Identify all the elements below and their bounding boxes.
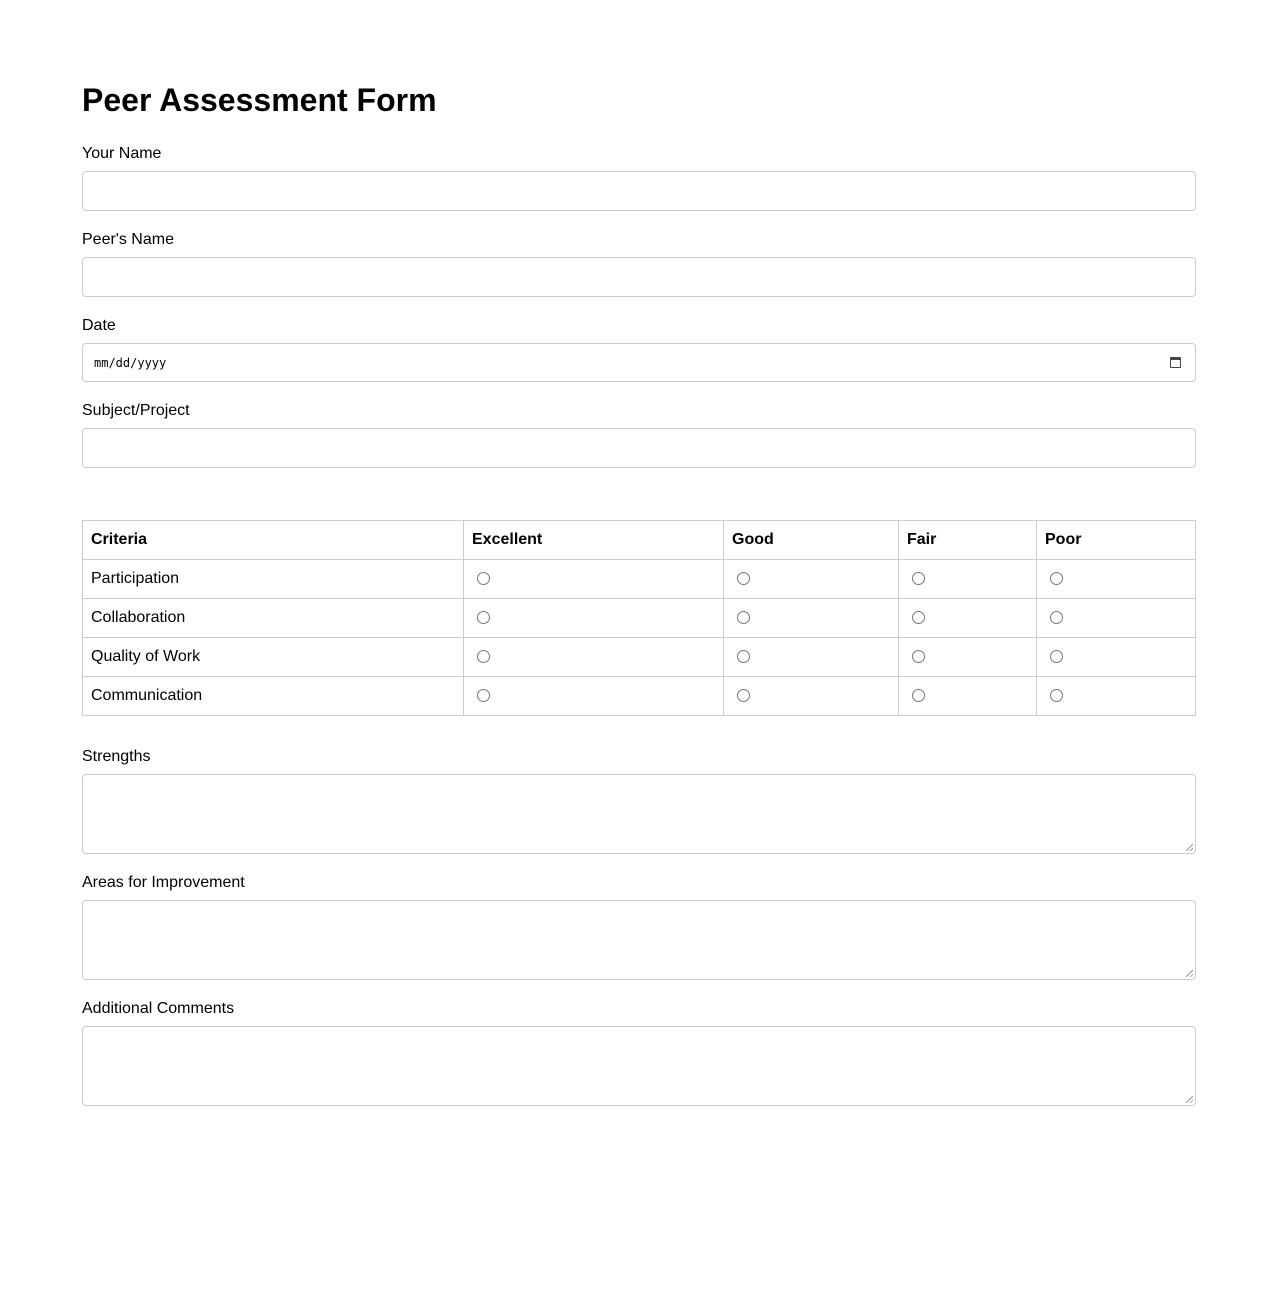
header-good: Good: [724, 521, 899, 560]
peer-name-input[interactable]: [82, 257, 1196, 297]
table-row: [83, 560, 1196, 599]
table-row: [83, 638, 1196, 677]
header-excellent: Excellent: [464, 521, 724, 560]
resize-handle-icon[interactable]: [1186, 1096, 1193, 1103]
radio-fair[interactable]: [912, 572, 925, 585]
radio-excellent[interactable]: [477, 611, 490, 624]
radio-poor[interactable]: [1050, 650, 1063, 663]
radio-excellent[interactable]: [477, 689, 490, 702]
criteria-table: [82, 520, 1196, 716]
table-row: [83, 677, 1196, 716]
criteria-label: Collaboration: [83, 599, 464, 638]
radio-good[interactable]: [737, 650, 750, 663]
your-name-label: Your Name: [82, 145, 162, 162]
date-label: Date: [82, 317, 116, 334]
radio-good[interactable]: [737, 689, 750, 702]
subject-input[interactable]: [82, 428, 1196, 468]
criteria-label: Communication: [83, 677, 464, 716]
radio-excellent[interactable]: [477, 572, 490, 585]
page-title: Peer Assessment Form: [82, 82, 437, 118]
table-row: [83, 599, 1196, 638]
date-placeholder: mm/dd/yyyy: [94, 356, 167, 370]
your-name-input[interactable]: [82, 171, 1196, 211]
calendar-icon[interactable]: [1170, 357, 1181, 368]
radio-good[interactable]: [737, 572, 750, 585]
radio-excellent[interactable]: [477, 650, 490, 663]
improvement-label: Areas for Improvement: [82, 874, 245, 891]
improvement-textarea[interactable]: [82, 900, 1196, 980]
header-fair: Fair: [899, 521, 1037, 560]
header-poor: Poor: [1037, 521, 1196, 560]
strengths-label: Strengths: [82, 748, 151, 765]
resize-handle-icon[interactable]: [1186, 844, 1193, 851]
table-header-row: [83, 521, 1196, 560]
subject-label: Subject/Project: [82, 402, 190, 419]
strengths-textarea[interactable]: [82, 774, 1196, 854]
date-input[interactable]: [82, 343, 1196, 382]
comments-label: Additional Comments: [82, 1000, 235, 1017]
criteria-label: Participation: [83, 560, 464, 599]
radio-poor[interactable]: [1050, 572, 1063, 585]
header-criteria: Criteria: [83, 521, 464, 560]
comments-textarea[interactable]: [82, 1026, 1196, 1106]
criteria-label: Quality of Work: [83, 638, 464, 677]
radio-fair[interactable]: [912, 689, 925, 702]
radio-poor[interactable]: [1050, 689, 1063, 702]
radio-fair[interactable]: [912, 611, 925, 624]
radio-good[interactable]: [737, 611, 750, 624]
radio-poor[interactable]: [1050, 611, 1063, 624]
peer-name-label: Peer's Name: [82, 231, 174, 248]
radio-fair[interactable]: [912, 650, 925, 663]
resize-handle-icon[interactable]: [1186, 970, 1193, 977]
